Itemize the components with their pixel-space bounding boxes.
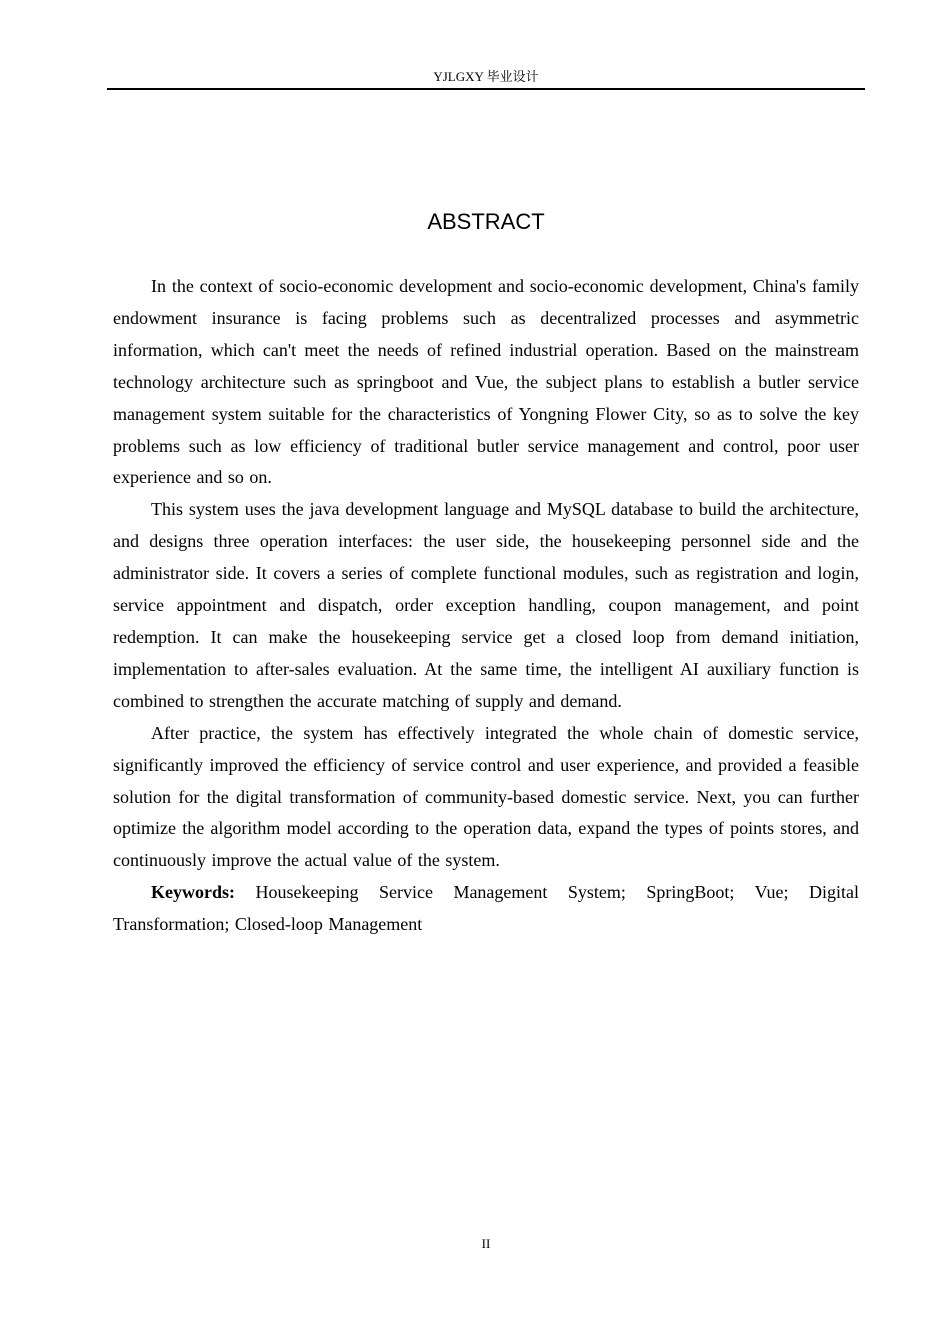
- abstract-body: [113, 271, 859, 941]
- keywords-paragraph: [113, 877, 859, 941]
- abstract-paragraph-2: This system uses the java development language and MySQL database to build the architecture, and designs three operation interfaces: the user side, the housekeeping personnel side and the administrator side. It covers a series of complete functional modules, such as registration and login, service appointment and dispatch, order exception handling, coupon management, and point redemption. It can make the housekeeping service get a closed loop from demand initiation, implementation to after-sales evaluation. At the same time, the intelligent AI auxiliary function is combined to strengthen the accurate matching of supply and demand.: [113, 499, 859, 711]
- abstract-paragraph-3: After practice, the system has effectively integrated the whole chain of domestic service, significantly improved the efficiency of service control and user experience, and provided a feasible solution for the digital transformation of community-based domestic service. Next, you can further optimize the algorithm model according to the operation data, expand the types of points stores, and continuously improve the actual value of the system.: [113, 722, 859, 871]
- running-header: YJLGXY 毕业设计: [433, 69, 539, 84]
- header-rule: [107, 88, 865, 90]
- page-number: II: [481, 1236, 491, 1251]
- abstract-paragraph-1: In the context of socio-economic development and socio-economic development, China's family endowment insurance is facing problems such as decentralized processes and asymmetric information, which can't meet the needs of refined industrial operation. Based on the mainstream technology architecture such as springboot and Vue, the subject plans to establish a butler service management system suitable for the characteristics of Yongning Flower City, so as to solve the key problems such as low efficiency of traditional butler service management and control, poor user experience and so on.: [113, 276, 859, 488]
- keywords-label: Keywords:: [151, 882, 235, 903]
- abstract-title: ABSTRACT: [427, 209, 545, 234]
- keywords-list: Housekeeping Service Management System; SpringBoot; Vue; Digital Transformation; Closed-loop Management: [113, 882, 859, 935]
